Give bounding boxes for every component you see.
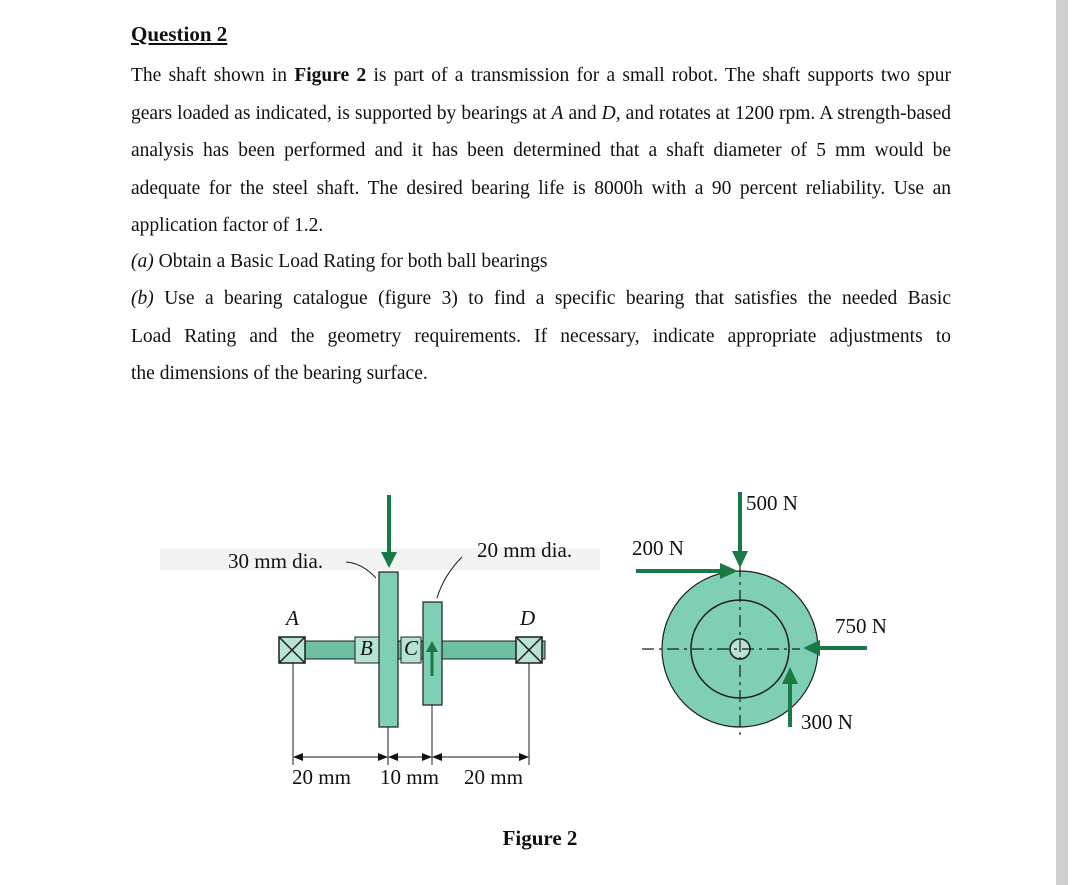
label-a: A	[286, 606, 299, 630]
bearing-ref-a: A	[551, 102, 564, 124]
label-d: D	[520, 606, 536, 630]
intro-text: , and rotates at 1200 rpm. A strength-based analysis has been performed and it has been determined that a shaft diameter of 5 mm would be adequate for the steel shaft. The desired bearing life is 8000h with a 90 percent reliability. Use an application factor of 1.2.	[131, 102, 951, 237]
figure-ref: Figure 2	[294, 65, 367, 86]
label-30-mm-dia: 30 mm dia.	[228, 549, 324, 573]
gear-b	[379, 572, 398, 727]
part-b-label: (b)	[131, 288, 154, 309]
part-a-label: (a)	[131, 251, 154, 272]
part-b-line2: Load Rating and the geometry requirements. If necessary, indicate appropriate adjustments to	[131, 326, 951, 347]
part-b-line3: the dimensions of the bearing surface.	[131, 363, 428, 384]
dim-label-bc: 10 mm	[380, 765, 439, 789]
dim-label-cd: 20 mm	[464, 765, 523, 789]
side-view	[279, 495, 545, 765]
intro-text: The shaft shown in	[131, 65, 295, 86]
intro-text: and	[563, 102, 602, 124]
bearing-ref-d: D	[601, 102, 616, 124]
dim-label-ab: 20 mm	[292, 765, 351, 789]
figure-caption: Figure 2	[502, 826, 578, 850]
force-200-arrow	[636, 563, 738, 579]
label-500-n: 500 N	[746, 491, 798, 515]
intro-text: is part of a transmission for a small robot. The shaft supports two spur gears loaded as indicated, is supported by bearings at	[131, 65, 952, 124]
label-300-n: 300 N	[801, 710, 853, 734]
label-200-n: 200 N	[632, 536, 684, 560]
label-20-mm-dia: 20 mm dia.	[477, 538, 573, 562]
bearing-a	[279, 637, 305, 663]
question-heading: Question 2	[131, 22, 228, 46]
part-a-text: Obtain a Basic Load Rating for both ball bearings	[153, 251, 548, 272]
bearing-d	[516, 637, 542, 663]
end-view	[636, 492, 867, 740]
label-b: B	[360, 636, 373, 660]
label-750-n: 750 N	[835, 614, 887, 638]
part-b-text: Use a bearing catalogue (figure 3) to find a specific bearing that satisfies the needed Basic	[153, 288, 951, 309]
label-c: C	[404, 636, 419, 660]
